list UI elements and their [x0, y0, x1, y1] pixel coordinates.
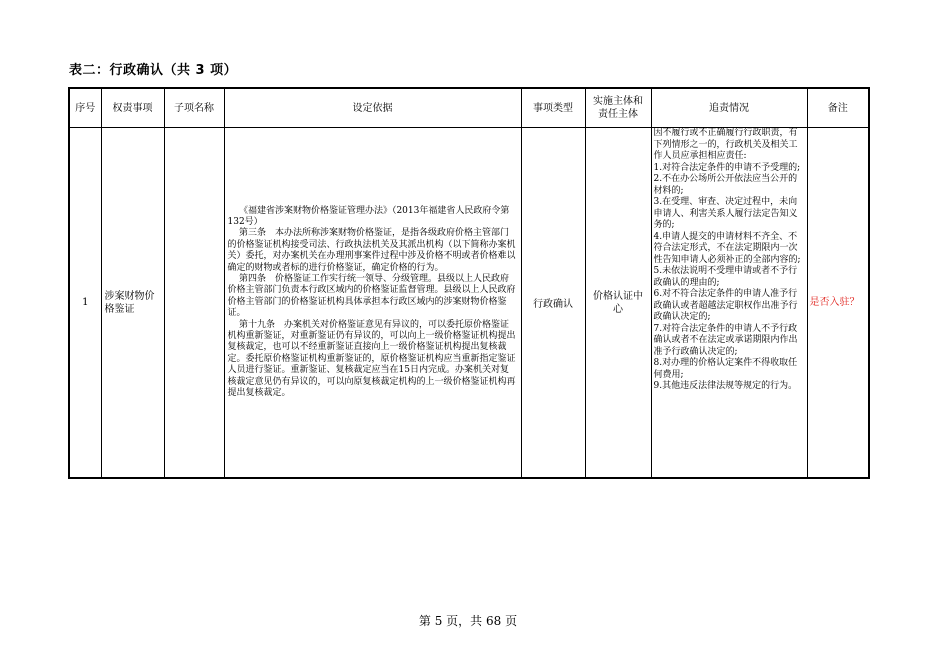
header-item: 权责事项 [101, 88, 164, 128]
cell-note: 是否入驻？ [807, 128, 869, 479]
cell-accountability: 因不履行或不正确履行行政职责，有下列情形之一的，行政机关及相关工作人员应承担相应责任: 1.对符合法定条件的申请不予受理的; 2.不在办公场所公开依法应当公开的材料的; 3.在受理、审查、决定过程中，未向申请人、利害关系人履行法定告知义务的; 4.申请人提交的申请材料不齐全、不符合法定形式，不在法定期限内一次性告知申请人必须补正的全部内容的; 5.未依法说明不受理申请或者不予行政确认的理由的; 6.对不符合法定条件的申请人准予行政确认或者超越法定职权作出准予行政确认决定的; 7.对符合法定条件的申请人不予行政确认或者不在法定或承诺期限内作出准予行政确认决定的; 8.对办理的价格认定案件不得收取任何费用; 9.其他违反法律法规等规定的行为。 [651, 128, 807, 479]
cell-subitem [164, 128, 224, 479]
cell-subject: 价格认证中心 [585, 128, 651, 479]
cell-type: 行政确认 [521, 128, 585, 479]
header-seq: 序号 [69, 88, 101, 128]
table-title: 表二：行政确认（共 3 项） [69, 63, 238, 78]
header-accountability: 追责情况 [651, 88, 807, 128]
header-type: 事项类型 [521, 88, 585, 128]
confirmation-table [68, 87, 870, 479]
header-basis: 设定依据 [224, 88, 521, 128]
header-row [69, 88, 869, 128]
header-subject: 实施主体和责任主体 [585, 88, 651, 128]
header-subitem: 子项名称 [164, 88, 224, 128]
table-row [69, 128, 869, 479]
page-footer: 第 5 页，共 68 页 [418, 614, 518, 628]
header-note: 备注 [807, 88, 869, 128]
cell-seq: 1 [69, 128, 101, 479]
cell-item: 涉案财物价格鉴证 [101, 128, 164, 479]
cell-basis: 《福建省涉案财物价格鉴证管理办法》（2013年福建省人民政府令第132号） 第三条 本办法所称涉案财物价格鉴证，是指各级政府价格主管部门的价格鉴证机构接受司法、行政执法机关及其派出机构（以下简称办案机关）委托，对办案机关在办理刑事案件过程中涉及价格不明或者价格难以确定的财物或者标的进行价格鉴证，确定价格的行为。 第四条 价格鉴证工作实行统一领导、分级管理。县级以上人民政府价格主管部门负责本行政区域内的价格鉴证监督管理。县级以上人民政府价格主管部门的价格鉴证机构具体承担本行政区域内的涉案财物价格鉴证。 第十九条 办案机关对价格鉴证意见有异议的，可以委托原价格鉴证机构重新鉴证，对重新鉴证仍有异议的，可以向上一级价格鉴证机构提出复核裁定，也可以不经重新鉴证直接向上一级价格鉴证机构提出复核裁定。委托原价格鉴证机构重新鉴证的，原价格鉴证机构应当重新指定鉴证人员进行鉴证。重新鉴证、复核裁定应当在15日内完成。办案机关对复核裁定意见仍有异议的，可以向原复核裁定机构的上一级价格鉴证机构再提出复核裁定。 [224, 128, 521, 479]
